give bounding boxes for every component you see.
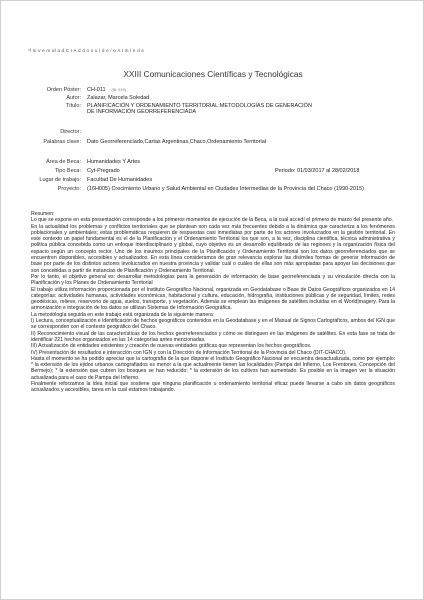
palabras-clave-value: Dato Georreferenciado,Cartas Argentinas,Chaco,Ordenamiento Territorial — [87, 139, 267, 145]
lugar-trabajo-label: Lugar de trabajo: — [39, 177, 81, 183]
resumen-paragraph: En la actualidad los problemas y conflictos territoriales que se plantean son cada vez más frecuentes debido a la dinámica que caracteriza a los fenómenos poblacionales y ambientales; estas problemáticas requieren de respuestas casi inmediatas por parte de los actores involucrados en la gestión territorial. En este contexto un papel fundamental es el de la Planificación y el Ordenamiento Territorial los que son, a la vez, disciplina científica, técnica administrativa y política pública concebida como un enfoque interdisciplinario y global, cuyo objetivo es un desarrollo equilibrado de las regiones y la organización física del espacio según un concepto rector. Uno de los insumos principales de la Planificación y Ordenamiento Territorial son los datos georreferenciados que se encuentren disponibles, accesibles y actualizados. En esta línea consideramos de gran relevancia explorar las disímiles formas de generar información de base por parte de los distintos actores involucrados en nuestra provincia y validar cuál o cuáles de ellas son más apropiadas para apoyar las decisiones que son concebidas a partir de instancias de Planificación y Ordenamiento Territorial. — [31, 223, 395, 274]
resumen-paragraph: IV) Presentación de resultados e interacción con IGN y con la Dirección de Información Territorial de la Provincia del Chaco (DIT-CHACO). — [31, 349, 347, 356]
periodo-pair — [275, 168, 359, 174]
autor-value: Zalazar, Marcela Soledad — [87, 95, 150, 101]
lugar-trabajo-value: Facultad De Humanidades — [87, 177, 153, 183]
resumen-paragraph: Finalmente reforzamos la idea inicial que sostiene que ninguna planificación u ordenamiento territorial eficaz puede llevarse a cabo sin datos geográficos actualizados y accesibles, tarea en la cual estamos trabajando. — [31, 381, 395, 394]
orden-poster-code: (ID: XXX) — [111, 88, 127, 92]
resumen-paragraph: El trabajo utiliza información proporcionada por el Instituto Geográfico Nacional, organizada en Geodatabase o Base de Datos Geográficos organizados en 14 categorías: actividades humanas, actividades económicas, habitacional y cultura, educación, hidrografía, instituciones públicas y de seguridad, límites, redes geodésicas, relieve, reservorio de agua, suelos, transporte, y vegetación. Además se emplean las imágenes de satélites incluidas en el World|magery. Para la armonización e integración de los datos se utilizan Sistemas de Información Geográfica. — [31, 286, 395, 312]
palabras-clave-label: Palabras clave: — [43, 139, 81, 145]
resumen-paragraph: III) Actualización de entidades existentes y creación de nuevas entidades gráficas que representan los hechos geográficos. — [31, 343, 312, 350]
resumen-paragraph: La metodología seguida en este trabajo está organizada de la siguiente manera: — [31, 311, 215, 318]
titulo-label: Título: — [65, 103, 81, 109]
proyecto-label: Proyecto: — [57, 186, 81, 192]
periodo-label: Periodo: — [275, 168, 296, 174]
resumen-paragraph: II) Reconocimiento visual de las características de los hechos georreferenciados y cómo se distinguen en las imágenes de satélites. En esta fase se trata de identificar 221 hechos organizados en las 14 categorías antes mencionadas. — [31, 330, 395, 343]
resumen-paragraph: Por lo tanto, el objetivo general es: desarrollar metodologías para la generación de información de base georreferenciada y su vinculación directa con la Planificación y los Planes de Ordenamiento Territorial — [31, 273, 395, 287]
area-beca-label: Área de Beca: — [46, 159, 81, 165]
page-title: XXIII Comunicaciones Científicas y Tecnológicas — [123, 69, 303, 79]
resumen-paragraph: Hasta el momento se ha podido apreciar que la cartografía de la que dispone el Instituto Geográfico Nacional se encuentra desactualizada, como por ejemplo: * la extensión de los ejidos urbanos cartografiados es menor a la que actualmente tienen las localidades (Pampa del Infierno, Los Frentones, Concepción del Bermejo); * la extensión que cubren los bosques se han reducido; * la extensión de los cultivos han aumentado. Es posible en la imagen ver la situación actualizada para el caso de Pampa del Infierno. — [31, 355, 395, 381]
director-label: Director: — [60, 129, 81, 135]
header-logo-text: *l m v e m id a d C I A d d o n u l d e / o A t m l e d e — [28, 48, 145, 53]
resumen-section — [31, 211, 395, 394]
orden-poster-label: Orden Póster: — [46, 87, 81, 93]
orden-poster-value: CH-011 — [87, 87, 106, 93]
periodo-value: 01/03/2017 al 28/02/2018 — [297, 168, 360, 174]
area-beca-value: Humanidades Y Artes — [87, 159, 140, 165]
resumen-paragraph: I) Lectura, conceptualización e identificación de hechos geográficos contenidos en la Geodatabase y en el Manual de Signos Cartográficos, ambos del IGN que se corresponden con el contexto geográfico del Chaco. — [31, 318, 395, 331]
resumen-heading: Resumen: — [31, 211, 55, 217]
autor-label: Autor: — [66, 95, 81, 101]
proyecto-value: (16H005) Crecimiento Urbano y Salud Ambiental en Ciudades Intermedias de la Provincia del Chaco (1990-2015) — [87, 186, 364, 192]
titulo-value: PLANIFICACIÓN Y ORDENAMIENTO TERRITORIAL:METODOLOGÍAS DE GENERACIÓN DE INFORMACIÓN GEORREFERENCIADA — [87, 103, 312, 116]
tipo-beca-value: Cyt-Pregrado — [87, 168, 120, 174]
resumen-paragraph: Lo que se expone en esta presentación corresponde a los primeros momentos de ejecución de la Beca, a la cual accedí el primero de marzo del presente año. — [31, 217, 394, 224]
tipo-beca-label: Tipo Beca: — [54, 168, 81, 174]
